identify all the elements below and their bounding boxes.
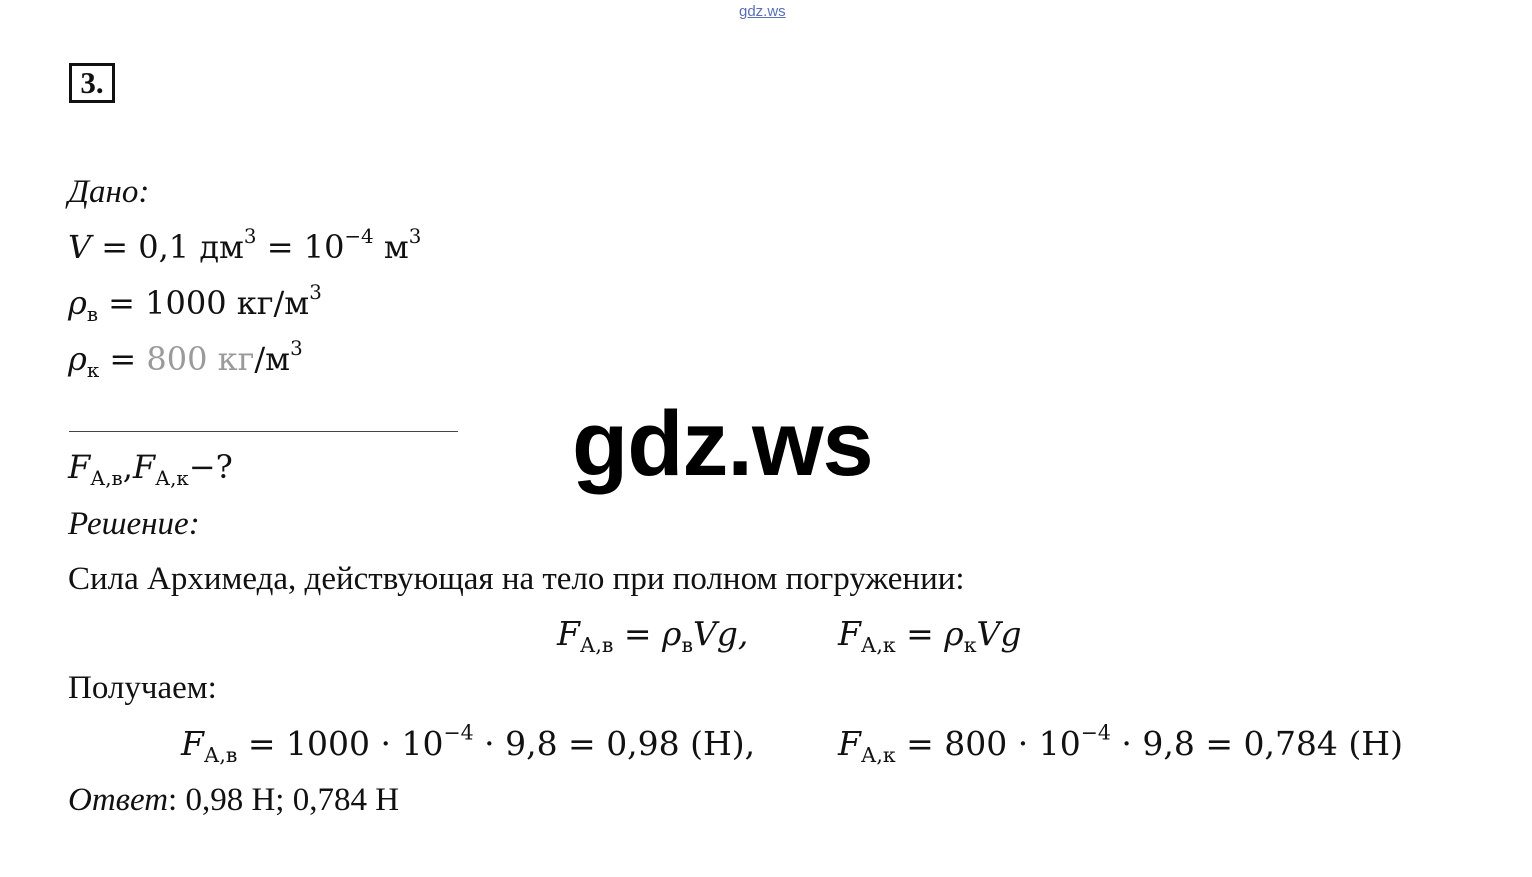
find-suffix: −? bbox=[188, 448, 233, 486]
force-symbol: F bbox=[132, 448, 156, 486]
result-exp: −4 bbox=[443, 720, 474, 745]
result-water bbox=[181, 720, 756, 768]
formula-eq: = bbox=[613, 614, 663, 653]
force-sub: А,к bbox=[860, 633, 896, 658]
rho-sub: в bbox=[681, 633, 693, 658]
force-sub: А,к bbox=[860, 743, 896, 768]
volume-exp1: 3 bbox=[243, 225, 257, 249]
top-watermark-link[interactable]: gdz.ws bbox=[739, 3, 786, 20]
rho-symbol: ρ bbox=[68, 284, 87, 322]
rho-symbol: ρ bbox=[68, 340, 87, 378]
volume-exp2: −4 bbox=[344, 225, 374, 249]
result-exp: −4 bbox=[1080, 720, 1111, 745]
force-sub: А,в bbox=[90, 466, 123, 490]
formula-eq: = bbox=[895, 614, 945, 653]
given-divider bbox=[69, 431, 458, 432]
formula-water bbox=[557, 614, 749, 658]
result-lhs: = 1000 · 10 bbox=[237, 724, 444, 763]
volume-rhs: = 0,1 дм bbox=[91, 228, 244, 266]
formula-tail: Vg bbox=[976, 614, 1022, 653]
given-density-water bbox=[68, 281, 322, 326]
find-separator: , bbox=[122, 448, 133, 486]
rho-sub: к bbox=[86, 358, 100, 382]
given-volume bbox=[68, 225, 422, 266]
answer-label: Ответ bbox=[68, 782, 169, 818]
rho-sub: к bbox=[963, 633, 977, 658]
density-kerosene-value: 800 кг bbox=[146, 340, 255, 378]
solution-heading: Решение: bbox=[68, 506, 200, 542]
density-kerosene-unit: /м bbox=[254, 340, 291, 378]
result-lhs: = 800 · 10 bbox=[895, 724, 1081, 763]
rho-symbol: ρ bbox=[662, 614, 682, 653]
find-line bbox=[68, 448, 233, 490]
formula-kerosene bbox=[838, 614, 1022, 658]
formula-tail: Vg, bbox=[692, 614, 749, 653]
force-symbol: F bbox=[68, 448, 91, 486]
rho-symbol: ρ bbox=[944, 614, 964, 653]
rho-sub: в bbox=[86, 302, 98, 326]
force-sub: А,к bbox=[155, 466, 189, 490]
volume-mid: = 10 bbox=[256, 228, 345, 266]
force-symbol: F bbox=[838, 724, 861, 763]
task-number-box: 3. bbox=[69, 63, 115, 103]
center-watermark: gdz.ws bbox=[572, 393, 873, 495]
density-water-exp: 3 bbox=[309, 281, 322, 305]
answer-line bbox=[68, 782, 399, 819]
volume-symbol: V bbox=[68, 228, 92, 266]
result-kerosene bbox=[838, 720, 1403, 768]
density-kerosene-exp: 3 bbox=[290, 337, 303, 361]
result-rhs: · 9,8 = 0,784 (Н) bbox=[1110, 724, 1403, 763]
solution-text: Сила Архимеда, действующая на тело при полном погружении: bbox=[68, 561, 965, 597]
force-symbol: F bbox=[838, 614, 861, 653]
force-symbol: F bbox=[181, 724, 204, 763]
density-water-rhs: = 1000 кг/м bbox=[97, 284, 310, 322]
volume-unit: м bbox=[373, 228, 409, 266]
force-symbol: F bbox=[557, 614, 580, 653]
answer-text: : 0,98 Н; 0,784 Н bbox=[168, 782, 400, 818]
density-kerosene-eq: = bbox=[99, 340, 147, 378]
given-density-kerosene bbox=[68, 337, 303, 382]
given-heading: Дано: bbox=[68, 174, 150, 210]
force-sub: А,в bbox=[579, 633, 614, 658]
force-sub: А,в bbox=[203, 743, 238, 768]
result-rhs: · 9,8 = 0,98 (Н), bbox=[473, 724, 756, 763]
volume-exp3: 3 bbox=[408, 225, 422, 249]
result-label: Получаем: bbox=[68, 670, 217, 706]
